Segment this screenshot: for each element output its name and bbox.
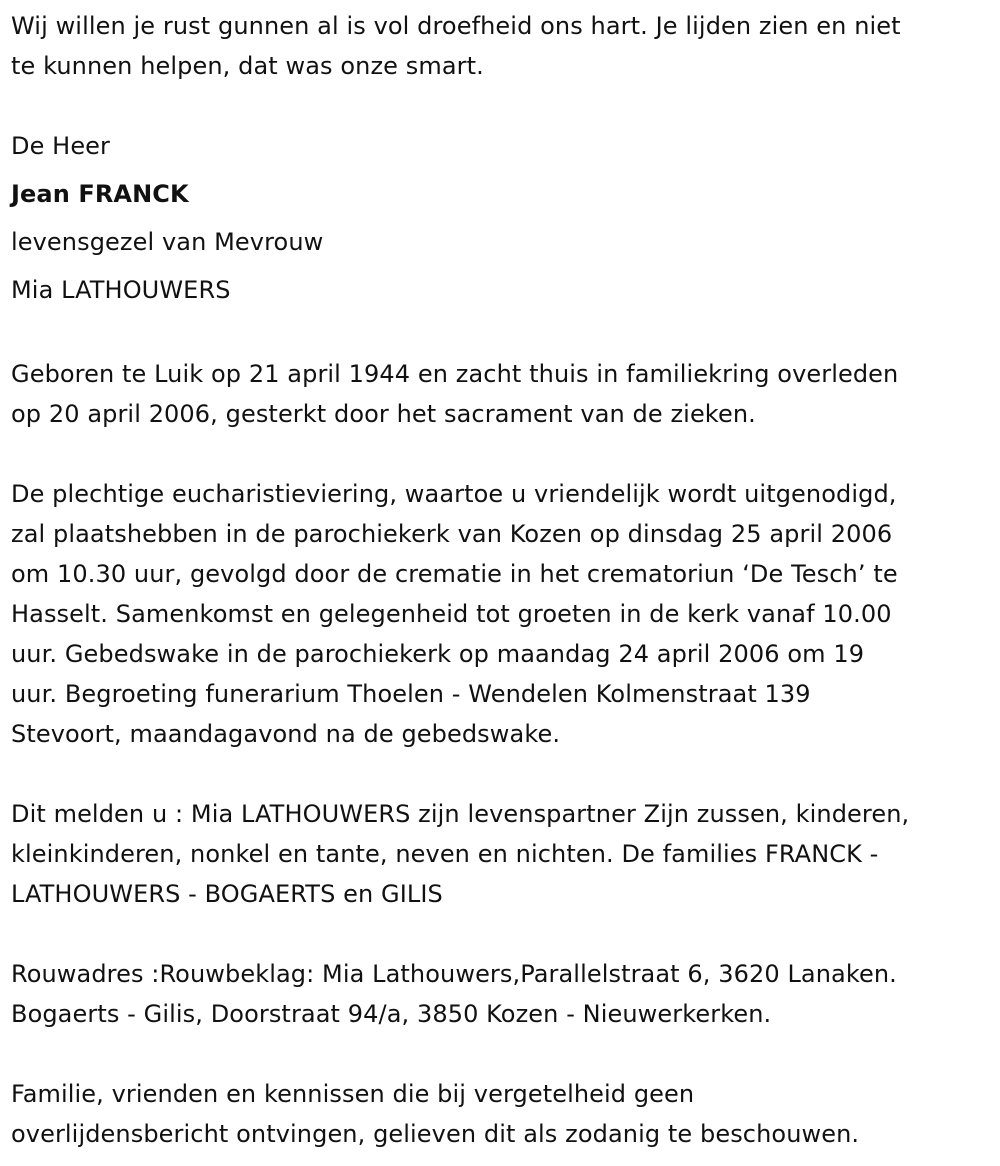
paragraph-spacer	[11, 86, 996, 126]
ceremony-line: zal plaatshebben in de parochiekerk van Kozen op dinsdag 25 april 2006	[11, 520, 893, 548]
announcement-paragraph	[11, 794, 996, 914]
closing-line: Familie, vrienden en kennissen die bij vergetelheid geen	[11, 1080, 695, 1108]
intro-line: Wij willen je rust gunnen al is vol droefheid ons hart. Je lijden zien en niet	[11, 12, 901, 40]
ceremony-line: De plechtige eucharistieviering, waartoe u vriendelijk wordt uitgenodigd,	[11, 480, 897, 508]
honorific: De Heer	[11, 132, 111, 160]
announcement-line: kleinkinderen, nonkel en tante, neven en nichten. De families FRANCK -	[11, 840, 879, 868]
deceased-name: Jean FRANCK	[11, 180, 189, 208]
ceremony-line: Hasselt. Samenkomst en gelegenheid tot groeten in de kerk vanaf 10.00	[11, 600, 892, 628]
birth-death-line: op 20 april 2006, gesterkt door het sacrament van de zieken.	[11, 400, 756, 428]
deceased-block	[11, 126, 996, 314]
relation-text: levensgezel van Mevrouw	[11, 228, 324, 256]
announcement-line: Dit melden u : Mia LATHOUWERS zijn levenspartner Zijn zussen, kinderen,	[11, 800, 910, 828]
address-line: Rouwadres :Rouwbeklag: Mia Lathouwers,Parallelstraat 6, 3620 Lanaken.	[11, 960, 897, 988]
paragraph-spacer	[11, 314, 996, 354]
ceremony-line: Stevoort, maandagavond na de gebedswake.	[11, 720, 561, 748]
partner-name: Mia LATHOUWERS	[11, 276, 231, 304]
closing-paragraph	[11, 1074, 996, 1154]
birth-death-line: Geboren te Luik op 21 april 1944 en zacht thuis in familiekring overleden	[11, 360, 899, 388]
address-line: Bogaerts - Gilis, Doorstraat 94/a, 3850 Kozen - Nieuwerkerken.	[11, 1000, 772, 1028]
intro-line: te kunnen helpen, dat was onze smart.	[11, 52, 484, 80]
ceremony-line: om 10.30 uur, gevolgd door de crematie in het crematoriun ‘De Tesch’ te	[11, 560, 898, 588]
closing-line: overlijdensbericht ontvingen, gelieven dit als zodanig te beschouwen.	[11, 1120, 860, 1148]
birth-death-paragraph	[11, 354, 996, 434]
announcement-line: LATHOUWERS - BOGAERTS en GILIS	[11, 880, 443, 908]
paragraph-spacer	[11, 914, 996, 954]
obituary-document	[11, 6, 996, 1154]
address-paragraph	[11, 954, 996, 1034]
intro-paragraph	[11, 6, 996, 86]
paragraph-spacer	[11, 434, 996, 474]
ceremony-paragraph	[11, 474, 996, 754]
paragraph-spacer	[11, 1034, 996, 1074]
ceremony-line: uur. Begroeting funerarium Thoelen - Wendelen Kolmenstraat 139	[11, 680, 811, 708]
ceremony-line: uur. Gebedswake in de parochiekerk op maandag 24 april 2006 om 19	[11, 640, 865, 668]
paragraph-spacer	[11, 754, 996, 794]
